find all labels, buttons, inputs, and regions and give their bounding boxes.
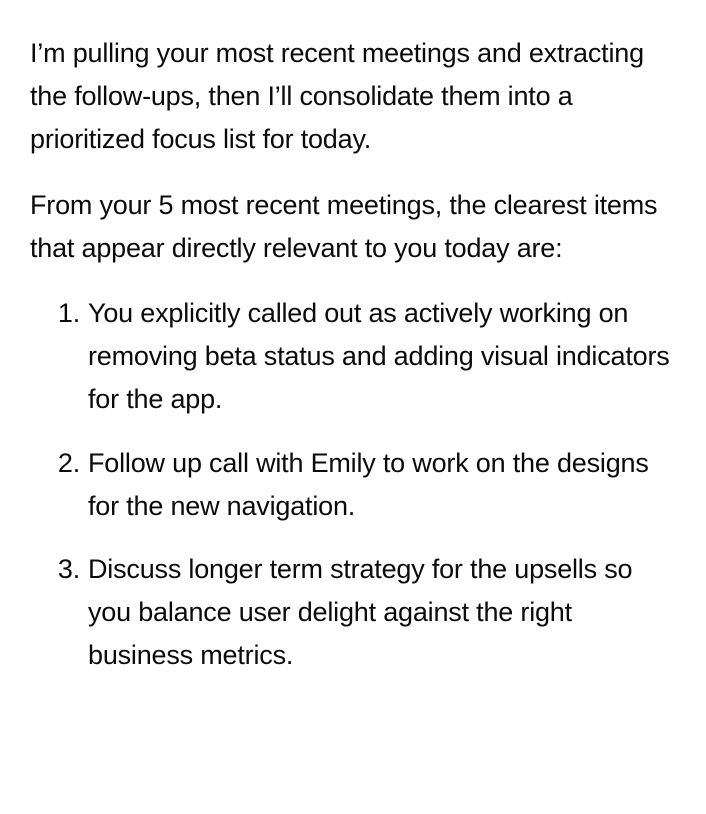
list-item-text: You explicitly called out as actively working on removing beta status and adding visual indicators for the app. [88,297,670,415]
focus-list [30,292,672,678]
list-item-number: 1. [57,297,80,328]
list-item [30,442,672,528]
response-paragraph-1: I’m pulling your most recent meetings and extracting the follow-ups, then I’ll consolidate them into a prioritized focus list for today. [30,38,644,155]
list-item [30,548,672,678]
list-item-text: Discuss longer term strategy for the upsells so you balance user delight against the right business metrics. [88,553,633,671]
list-item-text: Follow up call with Emily to work on the designs for the new navigation. [88,447,649,521]
response-paragraph-2: From your 5 most recent meetings, the clearest items that appear directly relevant to you today are: [30,189,658,263]
list-item-number: 2. [57,447,80,478]
list-item [30,292,672,422]
list-item-number: 3. [57,553,80,584]
